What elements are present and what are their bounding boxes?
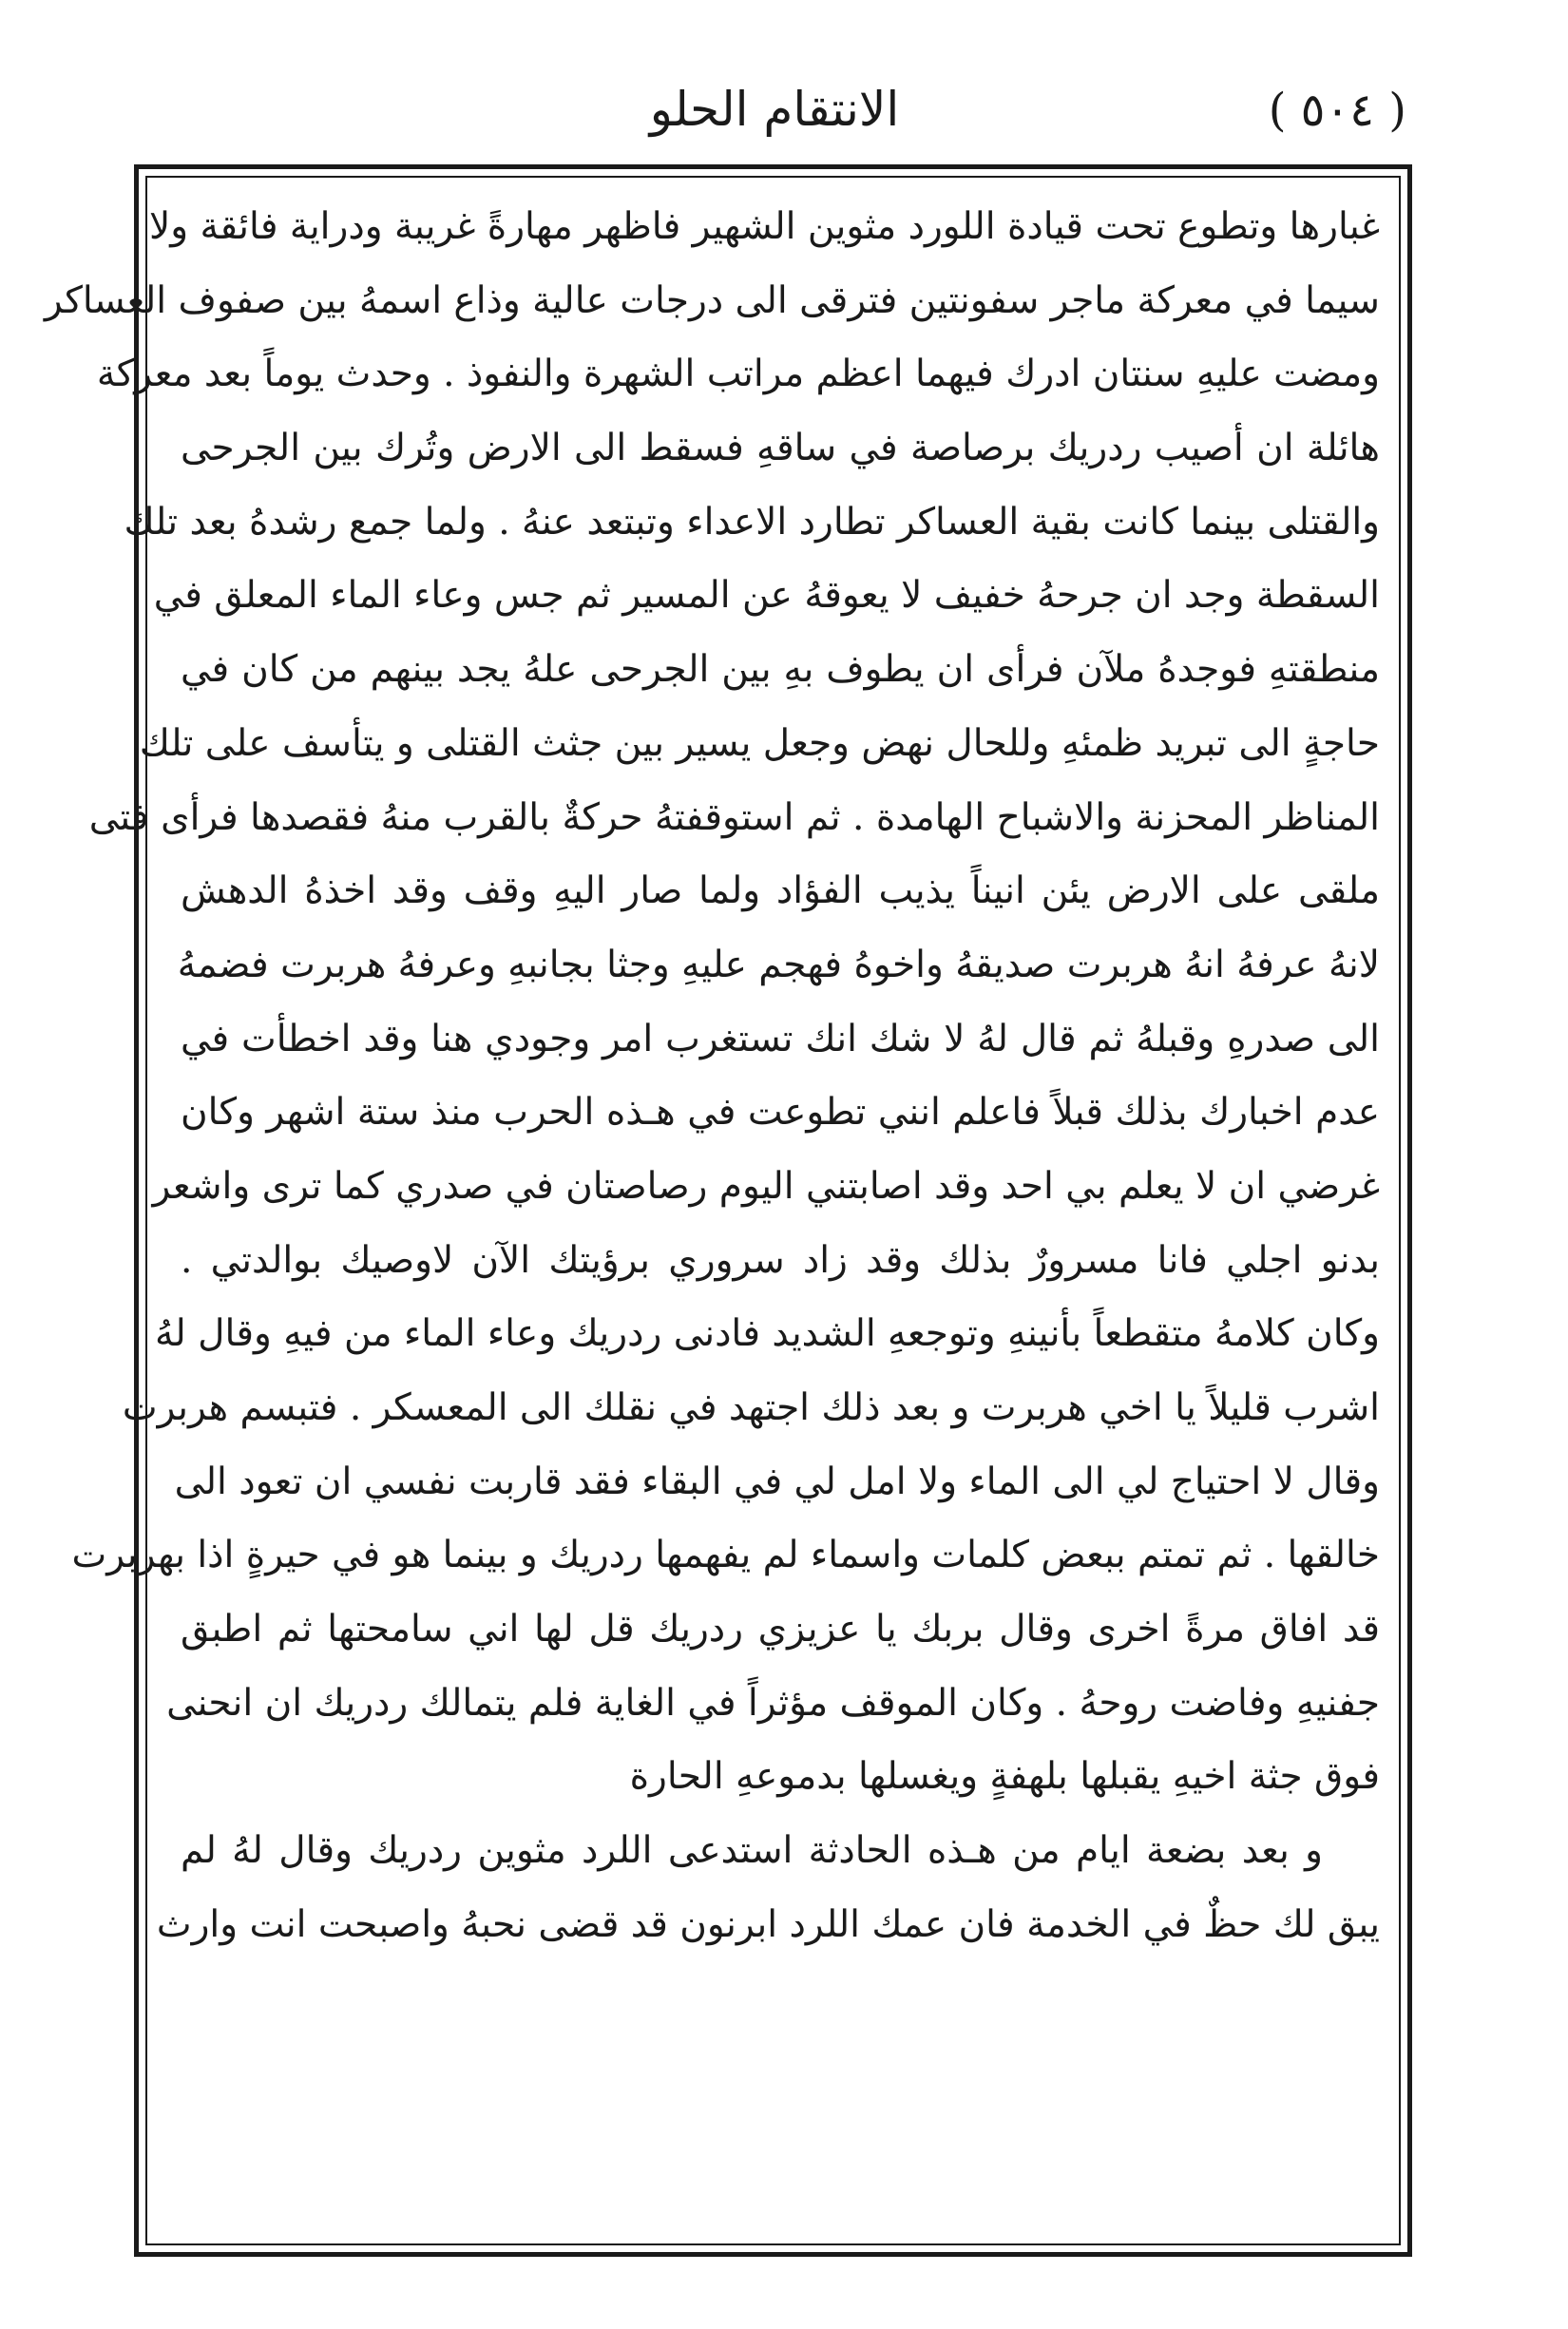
text-line: غبارها وتطوع تحت قيادة اللورد مثوين الشهير فاظهر مهارةً غريبة ودراية فائقة ولا (149, 205, 1380, 248)
text-line: قد افاق مرةً اخرى وقال بربك يا عزيزي ردريك قل لها اني سامحتها ثم اطبق (181, 1608, 1380, 1651)
text-line: بدنو اجلي فانا مسرورٌ بذلك وقد زاد سروري برؤيتك الآن لاوصيك بوالدتي . (181, 1238, 1380, 1282)
text-line: لانهُ عرفهُ انهُ هربرت صديقهُ واخوهُ فهجم عليهِ وجثا بجانبهِ وعرفهُ هربرت فضمهُ (177, 943, 1380, 986)
text-line: ومضت عليهِ سنتان ادرك فيهما اعظم مراتب الشهرة والنفوذ . وحدث يوماً بعد معركة (96, 353, 1380, 396)
text-line: وكان كلامهُ متقطعاً بأنينهِ وتوجعهِ الشديد فادنى ردريك وعاء الماء من فيهِ وقال لهُ (154, 1312, 1380, 1356)
paragraph-end-line: فوق جثة اخيهِ يقبلها بلهفةٍ ويغسلها بدموعهِ الحارة (629, 1755, 1380, 1799)
text-line: والقتلى بينما كانت بقية العساكر تطارد الاعداء وتبتعد عنهُ . ولما جمع رشدهُ بعد تلك (124, 500, 1380, 544)
page-header (143, 76, 1406, 162)
text-line: غرضي ان لا يعلم بي احد وقد اصابتني اليوم رصاصتان في صدري كما ترى واشعر (152, 1164, 1380, 1208)
text-line: اشرب قليلاً يا اخي هربرت و بعد ذلك اجتهد في نقلك الى المعسكر . فتبسم هربرت (122, 1386, 1380, 1429)
text-line: وقال لا احتياج لي الى الماء ولا امل لي في البقاء فقد قاربت نفسي ان تعود الى (174, 1460, 1380, 1503)
text-line: خالقها . ثم تمتم ببعض كلمات واسماء لم يفهمها ردريك و بينما هو في حيرةٍ اذا بهربرت (71, 1534, 1380, 1577)
paragraph-start-line: و بعد بضعة ايام من هـذه الحادثة استدعى اللرد مثوين ردريك وقال لهُ لم (181, 1829, 1323, 1873)
text-line: جفنيهِ وفاضت روحهُ . وكان الموقف مؤثراً في الغاية فلم يتمالك ردريك ان انحنى (166, 1681, 1380, 1725)
text-line: المناظر المحزنة والاشباح الهامدة . ثم استوقفتهُ حركةٌ بالقرب منهُ فقصدها فرأى فتى (88, 795, 1380, 839)
text-line: الى صدرهِ وقبلهُ ثم قال لهُ لا شك انك تستغرب امر وجودي هنا وقد اخطأت في (181, 1017, 1380, 1060)
text-line: سيما في معركة ماجر سفونتين فترقى الى درجات عالية وذاع اسمهُ بين صفوف العساكر (44, 278, 1380, 322)
text-line: هائلة ان أصيب ردريك برصاصة في ساقهِ فسقط الى الارض وتُرك بين الجرحى (181, 427, 1380, 470)
text-line: يبق لك حظٌ في الخدمة فان عمك اللرد ابرنون قد قضى نحبهُ واصبحت انت وارث (156, 1902, 1380, 1946)
running-title: الانتقام الحلو (649, 82, 900, 137)
body-text (44, 190, 1380, 2233)
text-line: عدم اخبارك بذلك قبلاً فاعلم انني تطوعت في هـذه الحرب منذ ستة اشهر وكان (181, 1091, 1380, 1135)
text-line: حاجةٍ الى تبريد ظمئهِ وللحال نهض وجعل يسير بين جثث القتلى و يتأسف على تلك (139, 721, 1380, 765)
page-number: ( ٥٠٤ ) (1268, 84, 1406, 137)
text-line: ملقى على الارض يئن انيناً يذيب الفؤاد ولما صار اليهِ وقف وقد اخذهُ الدهش (181, 869, 1380, 913)
text-line: منطقتهِ فوجدهُ ملآن فرأى ان يطوف بهِ بين الجرحى علهُ يجد بينهم من كان في (181, 648, 1380, 692)
text-line: السقطة وجد ان جرحهُ خفيف لا يعوقهُ عن المسير ثم جس وعاء الماء المعلق في (153, 574, 1380, 618)
